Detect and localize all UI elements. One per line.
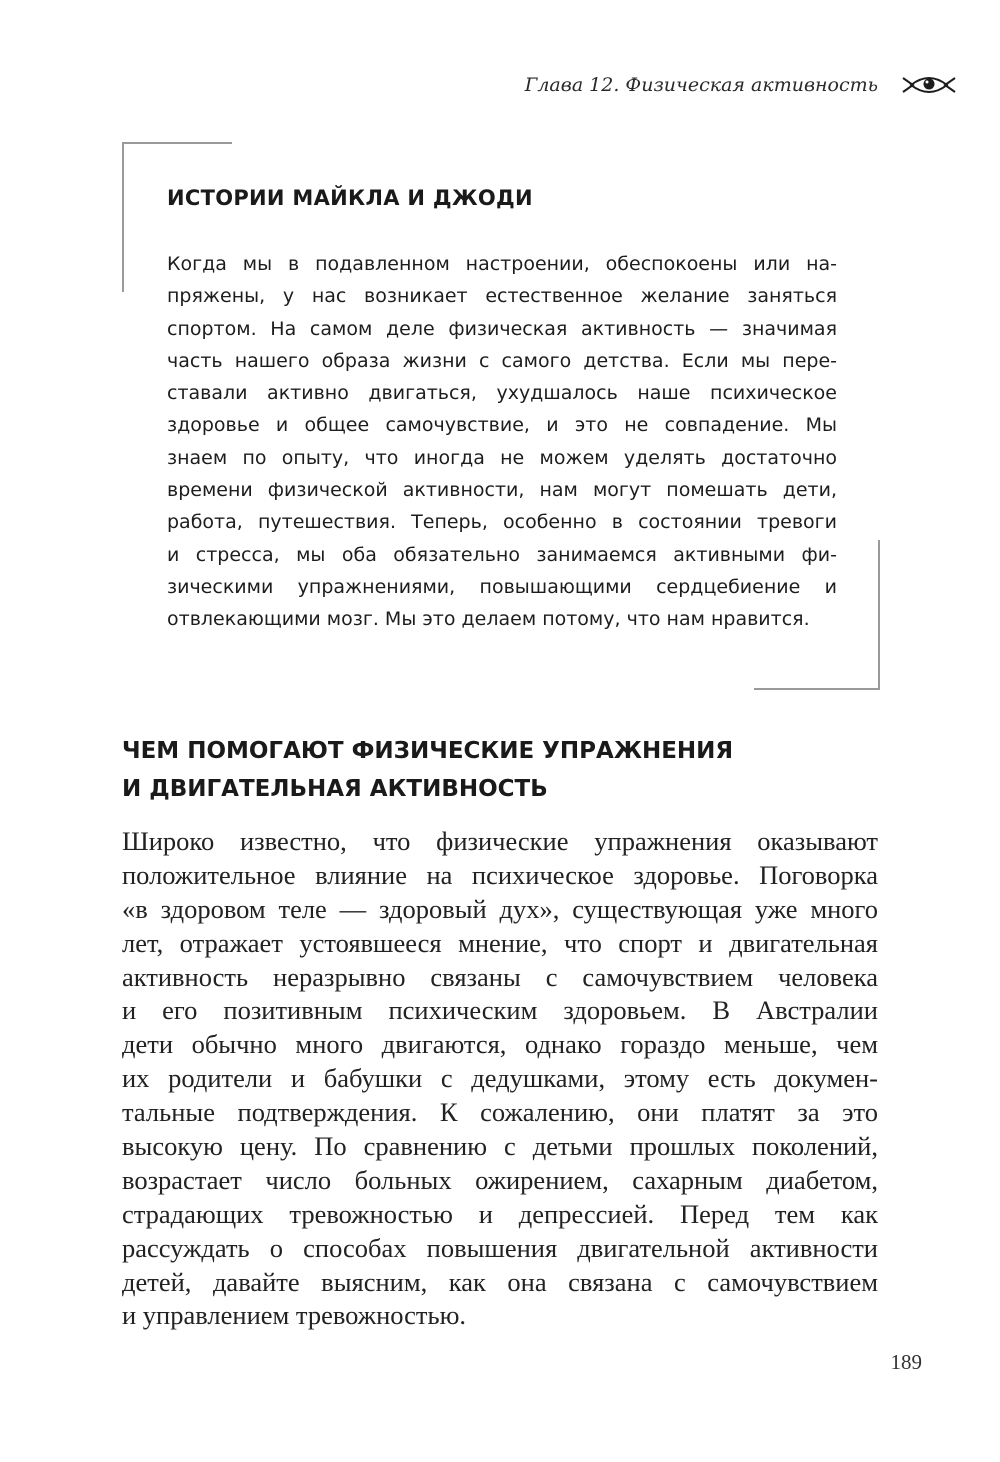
sidebar-line: знаем по опыту, что иногда не можем уделять достаточно — [167, 446, 837, 469]
body-line: Широко известно, что физические упражнения оказывают — [122, 826, 878, 856]
body-line: тальные подтверждения. К сожалению, они платят за это — [122, 1097, 878, 1128]
sidebar-box — [122, 142, 880, 690]
body-line: возрастает число больных ожирением, сахарным диабетом, — [122, 1164, 878, 1195]
frame-left — [122, 142, 124, 292]
body-line: дети обычно много двигаются, однако гораздо меньше, чем — [122, 1029, 878, 1060]
body-line: и его позитивным психическим здоровьем. В Австралии — [122, 995, 878, 1026]
section-heading — [122, 732, 733, 808]
frame-right — [878, 540, 880, 690]
frame-bottom-right — [754, 688, 880, 690]
sidebar-line: отвлекающими мозг. Мы это делаем потому, что нам нравится. — [167, 608, 810, 631]
sidebar-line: здоровье и общее самочувствие, и это не совпадение. Мы — [167, 414, 837, 437]
body-line: детей, давайте выясним, как она связана с самочувствием — [122, 1266, 878, 1297]
sidebar-line: спортом. На самом деле физическая активность — значимая — [167, 317, 837, 340]
sidebar-line: работа, путешествия. Теперь, особенно в состоянии тревоги — [167, 511, 837, 534]
page-number: 189 — [890, 1350, 922, 1374]
frame-top-left — [122, 142, 232, 144]
body-line: «в здоровом теле — здоровый дух», существующая уже много — [122, 893, 878, 924]
sidebar-line: часть нашего образа жизни с самого детства. Если мы пере- — [167, 349, 837, 372]
sidebar-title: ИСТОРИИ МАЙКЛА И ДЖОДИ — [167, 186, 533, 210]
sidebar-line: зическими упражнениями, повышающими сердцебиение и — [167, 575, 837, 598]
body-line: рассуждать о способах повышения двигательной активности — [122, 1232, 878, 1263]
section-heading-line: ЧЕМ ПОМОГАЮТ ФИЗИЧЕСКИЕ УПРАЖНЕНИЯ — [122, 738, 734, 764]
sidebar-line: и стресса, мы оба обязательно занимаемся активными фи- — [167, 543, 837, 566]
eye-icon — [900, 70, 958, 100]
body-line: их родители и бабушки с дедушками, этому есть докумен- — [122, 1063, 878, 1094]
body-line: страдающих тревожностью и депрессией. Перед тем как — [122, 1198, 878, 1229]
sidebar-line: Когда мы в подавленном настроении, обеспокоены или на- — [167, 253, 837, 275]
sidebar-line: пряжены, у нас возникает естественное желание заняться — [167, 285, 837, 308]
body-line: положительное влияние на психическое здоровье. Поговорка — [122, 859, 878, 890]
sidebar-line: времени физической активности, нам могут помешать дети, — [167, 479, 837, 502]
main-paragraph — [122, 825, 878, 1333]
sidebar-line: ставали активно двигаться, ухудшалось наше психическое — [167, 382, 837, 405]
body-line: лет, отражает устоявшееся мнение, что спорт и двигательная — [122, 927, 878, 958]
running-head-chapter-title: Глава 12. Физическая активность — [524, 74, 878, 96]
sidebar-paragraph — [167, 248, 837, 636]
body-line: высокую цену. По сравнению с детьми прошлых поколений, — [122, 1131, 878, 1162]
body-line: и управлением тревожностью. — [122, 1300, 467, 1331]
body-line: активность неразрывно связаны с самочувствием человека — [122, 961, 878, 992]
section-heading-line: И ДВИГАТЕЛЬНАЯ АКТИВНОСТЬ — [122, 776, 548, 802]
